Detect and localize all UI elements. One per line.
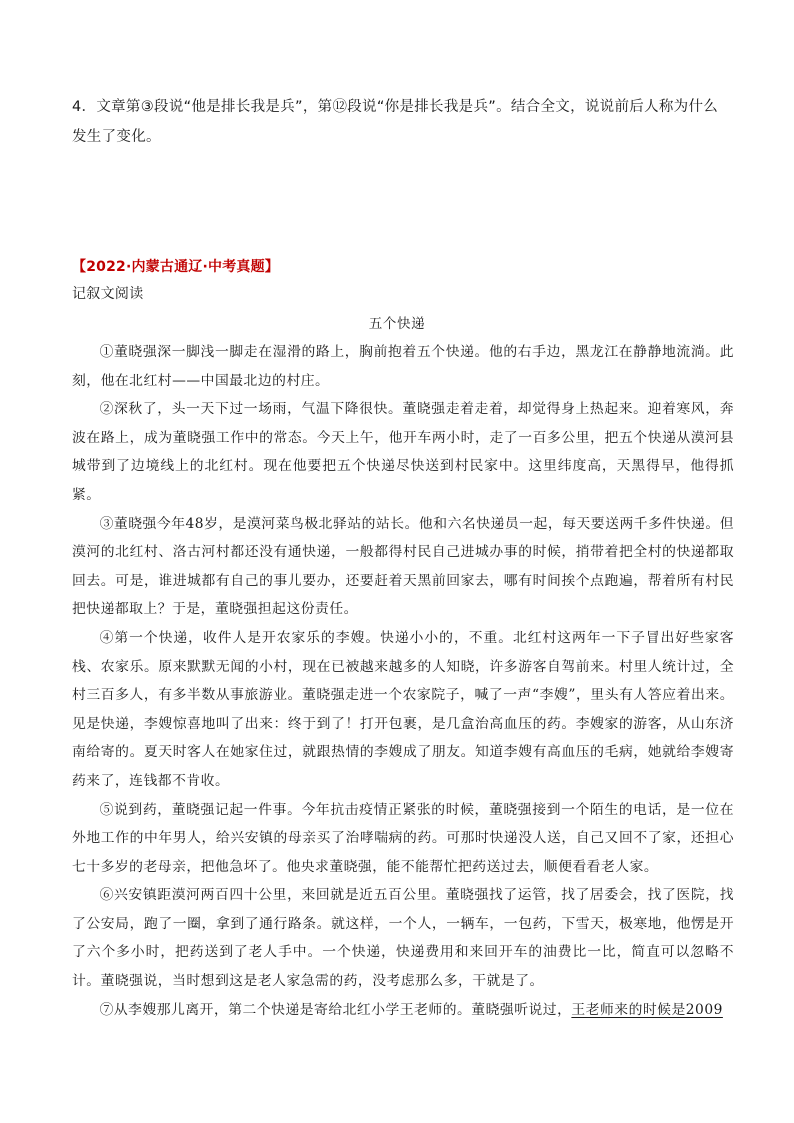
paragraph-3: ③董晓强今年48岁，是漠河菜鸟极北驿站的站长。他和六名快递员一起，每天要送两千多件快递。但漠河的北红村、洛古河村都还没有通快递，一般都得村民自己进城办事的时候，捎带着把全村的快递都取回去。可是，谁进城都有自己的事儿要办，还要赶着天黑前回家去，哪有时间挨个点跑遍，帮着所有村民把快递都取上？于是，董晓强担起这份责任。	[72, 515, 734, 618]
paragraph-4: ④第一个快递，收件人是开农家乐的李嫂。快递小小的，不重。北红村这两年一下子冒出好些家客栈、农家乐。原来默默无闻的小村，现在已被越来越多的人知晓，许多游客自驾前来。村里人统计过，全村三百多人，有多半数从事旅游业。董晓强走进一个农家院子，喊了一声“李嫂”，里头有人答应着出来。见是快递，李嫂惊喜地叫了出来：终于到了！打开包裹，是几盒治高血压的药。李嫂家的游客，从山东济南给寄的。夏天时客人在她家住过，就跟热情的李嫂成了朋友。知道李嫂有高血压的毛病，她就给李嫂寄药来了，连钱都不肯收。	[72, 629, 734, 789]
paragraph-1: ①董晓强深一脚浅一脚走在湿滑的路上，胸前抱着五个快递。他的右手边，黑龙江在静静地流淌。此刻，他在北红村——中国最北边的村庄。	[72, 344, 734, 389]
question-4: 4．文章第③段说“他是排长我是兵”，第⑫段说“你是排长我是兵”。结合全文，说说前后人称为什么发生了变化。	[72, 99, 719, 145]
section-genre-label: 记叙文阅读	[72, 286, 144, 302]
paragraph-6: ⑥兴安镇距漠河两百四十公里，来回就是近五百公里。董晓强找了运管，找了居委会，找了医院，找了公安局，跑了一圈，拿到了通行路条。就这样，一个人，一辆车，一包药，下雪天，极寒地，他愣是开了六个多小时，把药送到了老人手中。一个快递，快递费用和来回开车的油费比一比，简直可以忽略不计。董晓强说，当时想到这是老人家急需的药，没考虑那么多，干就是了。	[72, 887, 734, 990]
source-tag: 【2022·内蒙古通辽·中考真题】	[72, 259, 280, 275]
paragraph-2: ②深秋了，头一天下过一场雨，气温下降很快。董晓强走着走着，却觉得身上热起来。迎着寒风，奔波在路上，成为董晓强工作中的常态。今天上午，他开车两小时，走了一百多公里，把五个快递从漠河县城带到了边境线上的北红村。现在他要把五个快递尽快送到村民家中。这里纬度高，天黑得早，他得抓紧。	[72, 401, 734, 503]
article-body	[72, 338, 734, 1024]
paragraph-7-text: ⑦从李嫂那儿离开，第二个快递是寄给北红小学王老师的。董晓强听说过，	[99, 1001, 572, 1018]
paragraph-7	[72, 996, 734, 1025]
paragraph-7-underlined-text: 王老师来的时候是2009	[571, 1001, 723, 1018]
article-title: 五个快递	[368, 316, 426, 332]
paragraph-5: ⑤说到药，董晓强记起一件事。今年抗击疫情正紧张的时候，董晓强接到一个陌生的电话，是一位在外地工作的中年男人，给兴安镇的母亲买了治哮喘病的药。可那时快递没人送，自己又回不了家，还担心七十多岁的老母亲，把他急坏了。他央求董晓强，能不能帮忙把药送过去，顺便看看老人家。	[72, 801, 734, 875]
